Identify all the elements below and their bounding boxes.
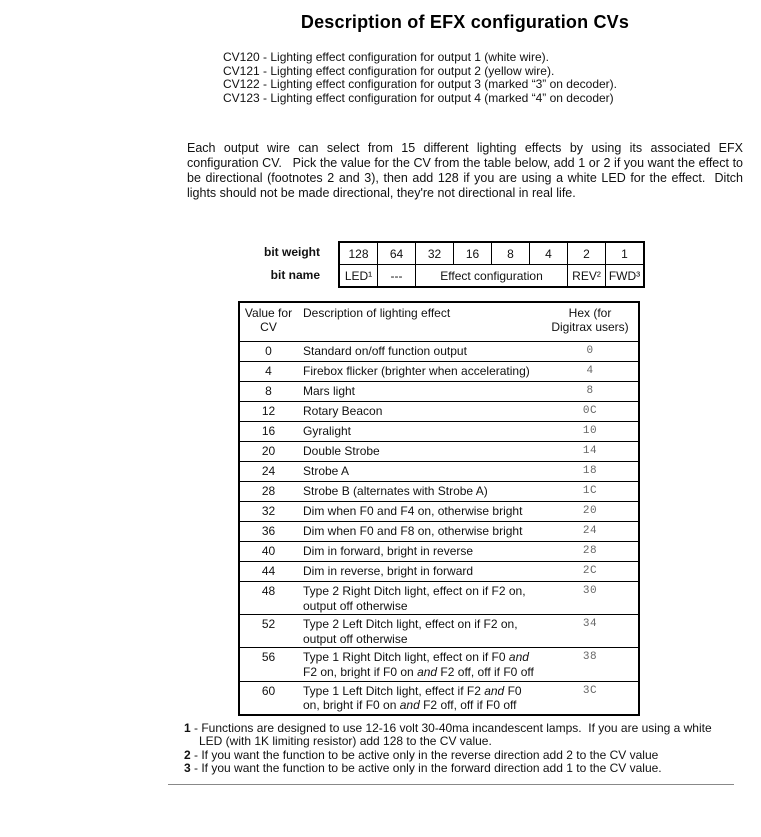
bit-weight-table: [338, 241, 645, 288]
table-row: [239, 502, 639, 522]
cell-hex-value: 10: [542, 422, 639, 442]
cell-hex-value: 34: [542, 615, 639, 648]
cell-cv-value: 44: [239, 562, 297, 582]
header-value-for-cv: [239, 302, 297, 342]
header-line: CV: [260, 320, 277, 334]
plain-text: Type 1 Left Ditch light, effect if F2: [303, 683, 485, 698]
footnote: 1 - Functions are designed to use 12-16 volt 30-40ma incandescent lamps. If you are using a white LED (with 1K limiting resistor) add 128 to the CV value.: [184, 721, 712, 749]
footnote: 2 - If you want the function to be active only in the reverse direction add 2 to the CV value: [184, 747, 659, 762]
table-row: [239, 462, 639, 482]
bit-weight-cell: 8: [492, 242, 530, 265]
page-bottom-rule: [168, 784, 734, 785]
bit-weight-cell: 2: [568, 242, 606, 265]
header-line: Digitrax users): [551, 320, 629, 334]
cell-hex-value: 28: [542, 542, 639, 562]
bit-weight-cell: 1: [606, 242, 645, 265]
plain-text: Gyralight: [303, 424, 352, 438]
table-row: [239, 681, 639, 715]
table-row: [239, 522, 639, 542]
bit-name-cell: Effect configuration: [416, 265, 568, 288]
cell-cv-value: 32: [239, 502, 297, 522]
plain-text: Strobe A: [303, 464, 350, 478]
cv-list-item: CV123 - Lighting effect configuration for output 4 (marked “4” on decoder): [223, 90, 614, 105]
cell-effect-description: [297, 502, 542, 522]
cell-effect-description: [297, 402, 542, 422]
bit-weight-cell: 16: [454, 242, 492, 265]
table-row: [239, 402, 639, 422]
cell-effect-description: [297, 582, 542, 615]
footnote: 3 - If you want the function to be active only in the forward direction add 1 to the CV value.: [184, 761, 662, 776]
header-line: Hex (for: [568, 306, 612, 320]
cell-cv-value: 12: [239, 402, 297, 422]
cell-hex-value: 0: [542, 342, 639, 362]
bit-weight-row: [339, 242, 644, 265]
italic-text: and: [417, 664, 438, 679]
bit-name-cell: FWD³: [606, 265, 645, 288]
table-row: [239, 382, 639, 402]
plain-text: Rotary Beacon: [303, 404, 383, 418]
effects-table-body: [239, 342, 639, 715]
bit-weight-cell: 32: [416, 242, 454, 265]
cell-cv-value: 8: [239, 382, 297, 402]
cell-hex-value: 8: [542, 382, 639, 402]
plain-text: Type 1 Right Ditch light, effect on if F0: [303, 650, 509, 665]
cell-hex-value: 18: [542, 462, 639, 482]
effects-table-header-row: [239, 302, 639, 342]
cell-effect-description: [297, 362, 542, 382]
cell-effect-description: [297, 615, 542, 648]
bit-weight-cell: 64: [378, 242, 416, 265]
italic-text: and: [399, 698, 420, 713]
cell-effect-description: [297, 522, 542, 542]
table-row: [239, 562, 639, 582]
table-row: [239, 342, 639, 362]
plain-text: Dim in reverse, bright in forward: [303, 564, 474, 578]
plain-text: Firebox flicker (brighter when accelerating): [303, 364, 530, 378]
table-row: [239, 442, 639, 462]
effects-table: [238, 301, 640, 716]
bit-table-row-label: bit name: [270, 268, 320, 282]
plain-text: Strobe B (alternates with Strobe A): [303, 484, 488, 498]
page-title: Description of EFX configuration CVs: [300, 12, 630, 32]
cell-effect-description: [297, 462, 542, 482]
intro-paragraph: Each output wire can select from 15 different lighting effects by using its associated EFX configuration CV. Pick the value for the CV from the table below, add 1 or 2 if you want the effect to be directional (footnotes 2 and 3), then add 128 if you are using a white LED for the effect. Ditch lights should not be made directional, they're not directional in real life.: [187, 141, 743, 200]
cv-list-item: CV122 - Lighting effect configuration for output 3 (marked “3” on decoder).: [223, 77, 618, 92]
header-description: Description of lighting effect: [303, 306, 451, 320]
cv-list-item: CV120 - Lighting effect configuration for output 1 (white wire).: [223, 50, 549, 64]
footnote-number: 2: [184, 747, 191, 762]
plain-text: F2 on, bright if F0 on: [303, 664, 418, 679]
bit-name-row: [339, 265, 644, 288]
cell-effect-description: [297, 422, 542, 442]
cell-cv-value: 4: [239, 362, 297, 382]
table-row: [239, 648, 639, 681]
cell-cv-value: 16: [239, 422, 297, 442]
bit-name-cell: ---: [378, 265, 416, 288]
table-row: [239, 362, 639, 382]
footnote-number: 3: [184, 761, 191, 776]
cell-effect-description: [297, 482, 542, 502]
plain-text: Type 2 Left Ditch light, effect on if F2 on, output off otherwise: [303, 617, 518, 646]
header-line: Value for: [244, 306, 293, 320]
bit-table-row-labels: [200, 241, 320, 287]
plain-text: F0 on, bright if F0 on: [303, 683, 522, 713]
cell-cv-value: 28: [239, 482, 297, 502]
cell-effect-description: [297, 542, 542, 562]
bit-weight-cell: 4: [530, 242, 568, 265]
bit-weight-cell: 128: [339, 242, 378, 265]
cell-hex-value: 24: [542, 522, 639, 542]
table-row: [239, 542, 639, 562]
plain-text: F2 off, off if F0 off: [419, 698, 517, 713]
cell-cv-value: 0: [239, 342, 297, 362]
plain-text: Standard on/off function output: [303, 344, 467, 358]
cell-cv-value: 24: [239, 462, 297, 482]
cell-cv-value: 48: [239, 582, 297, 615]
table-row: [239, 422, 639, 442]
footnotes: [184, 722, 724, 776]
cell-hex-value: 0C: [542, 402, 639, 422]
italic-text: and: [484, 683, 505, 698]
cell-cv-value: 60: [239, 681, 297, 715]
plain-text: Double Strobe: [303, 444, 380, 458]
italic-text: and: [508, 650, 529, 665]
bit-table-row-label: bit weight: [264, 245, 320, 259]
plain-text: F2 off, off if F0 off: [437, 664, 534, 679]
cell-cv-value: 36: [239, 522, 297, 542]
header-hex: [542, 302, 639, 342]
cell-hex-value: 30: [542, 582, 639, 615]
cell-effect-description: [297, 562, 542, 582]
table-row: [239, 615, 639, 648]
cell-cv-value: 52: [239, 615, 297, 648]
cell-hex-value: 3C: [542, 681, 639, 715]
bit-name-cell: REV²: [568, 265, 606, 288]
cv-list-item: CV121 - Lighting effect configuration for output 2 (yellow wire).: [223, 63, 555, 78]
cell-hex-value: 14: [542, 442, 639, 462]
table-row: [239, 582, 639, 615]
plain-text: Dim in forward, bright in reverse: [303, 544, 474, 558]
cell-hex-value: 20: [542, 502, 639, 522]
table-row: [239, 482, 639, 502]
cell-cv-value: 56: [239, 648, 297, 681]
cell-effect-description: [297, 442, 542, 462]
cell-hex-value: 2C: [542, 562, 639, 582]
plain-text: Dim when F0 and F8 on, otherwise bright: [303, 524, 523, 538]
plain-text: Mars light: [303, 384, 356, 398]
cell-effect-description: [297, 681, 542, 715]
cell-cv-value: 20: [239, 442, 297, 462]
cell-hex-value: 4: [542, 362, 639, 382]
cell-hex-value: 38: [542, 648, 639, 681]
cell-effect-description: [297, 382, 542, 402]
plain-text: Dim when F0 and F4 on, otherwise bright: [303, 504, 523, 518]
bit-name-cell: LED¹: [339, 265, 378, 288]
cell-effect-description: [297, 342, 542, 362]
footnote-number: 1: [184, 721, 191, 735]
plain-text: Type 2 Right Ditch light, effect on if F2 on, output off otherwise: [303, 584, 526, 613]
cv-definition-list: [223, 51, 617, 105]
cell-effect-description: [297, 648, 542, 681]
cell-hex-value: 1C: [542, 482, 639, 502]
cell-cv-value: 40: [239, 542, 297, 562]
